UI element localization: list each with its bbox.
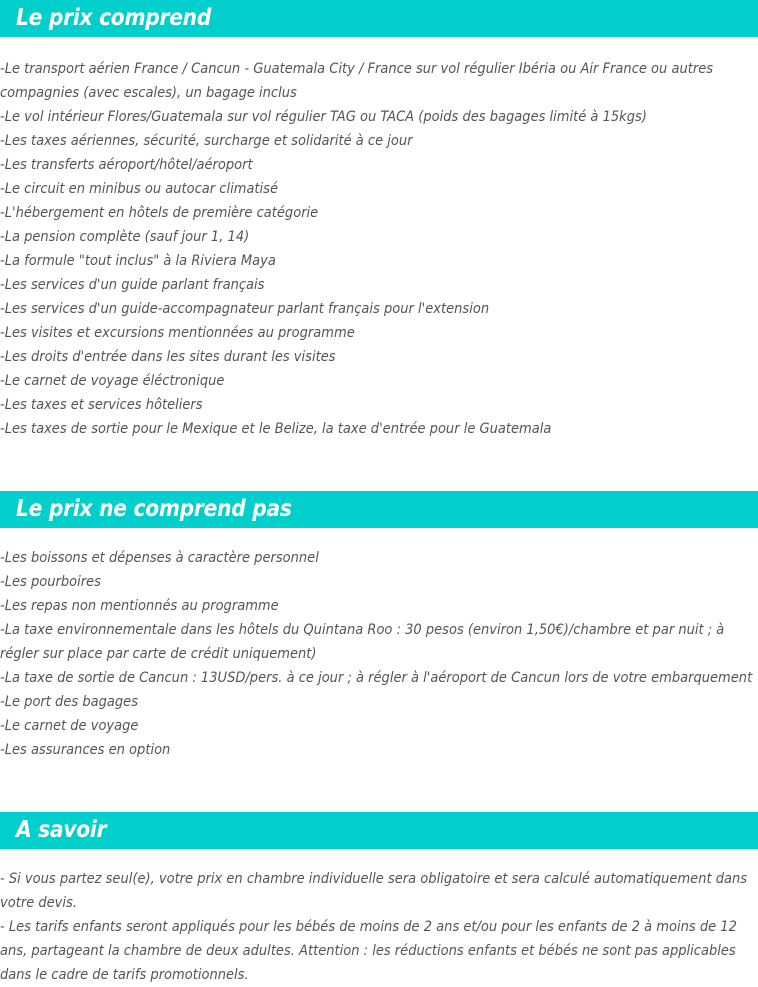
paragraph: - Les tarifs enfants seront appliqués pour les bébés de moins de 2 ans et/ou pour les enfants de 2 à moins de 12 ans, partageant la chambre de deux adultes. Attention : les réductions enfants et bébés ne sont pas applicables dans le cadre de tarifs promotionnels. (0, 919, 737, 983)
list-item: -Les repas non mentionnés au programme (0, 598, 279, 614)
section-body-le-prix-ne-comprend-pas (0, 546, 758, 762)
list-item: -Le circuit en minibus ou autocar climatisé (0, 181, 279, 197)
spacer (0, 441, 758, 491)
section-body-a-savoir (0, 867, 758, 987)
paragraph: - Si vous partez seul(e), votre prix en chambre individuelle sera obligatoire et sera calculé automatiquement dans votre devis. (0, 871, 748, 911)
list-item: -Les services d'un guide-accompagnateur parlant français pour l'extension (0, 301, 490, 317)
list-item: -Les taxes aériennes, sécurité, surcharge et solidarité à ce jour (0, 133, 413, 149)
list-item: -Le carnet de voyage (0, 718, 139, 734)
list-item: -La formule "tout inclus" à la Riviera Maya (0, 253, 276, 269)
section-header-le-prix-ne-comprend-pas (0, 491, 758, 528)
list-item: -Le transport aérien France / Cancun - Guatemala City / France sur vol régulier Ibéria ou Air France ou autres compagnies (avec escales), un bagage inclus (0, 61, 714, 101)
list-item: -Les pourboires (0, 574, 101, 590)
list-item: -Les taxes et services hôteliers (0, 397, 203, 413)
section-title: A savoir (16, 817, 107, 843)
list-item: -Le vol intérieur Flores/Guatemala sur vol régulier TAG ou TACA (poids des bagages limité à 15kgs) (0, 109, 647, 125)
section-header-le-prix-comprend (0, 0, 758, 37)
list-item: -Les transferts aéroport/hôtel/aéroport (0, 157, 253, 173)
list-item: -Les services d'un guide parlant français (0, 277, 265, 293)
list-item: -Le port des bagages (0, 694, 138, 710)
section-title: Le prix comprend (16, 5, 212, 31)
spacer (0, 849, 758, 867)
list-item: -Les assurances en option (0, 742, 171, 758)
list-item: -Les taxes de sortie pour le Mexique et le Belize, la taxe d'entrée pour le Guatemala (0, 421, 552, 437)
list-item: -La taxe environnementale dans les hôtels du Quintana Roo : 30 pesos (environ 1,50€)/chambre et par nuit ; à régler sur place par carte de crédit uniquement) (0, 622, 725, 662)
list-item: -La taxe de sortie de Cancun : 13USD/pers. à ce jour ; à régler à l'aéroport de Cancun lors de votre embarquement (0, 670, 753, 686)
list-item: -Les boissons et dépenses à caractère personnel (0, 550, 319, 566)
list-item: -La pension complète (sauf jour 1, 14) (0, 229, 250, 245)
section-header-a-savoir (0, 812, 758, 849)
list-item: -L'hébergement en hôtels de première catégorie (0, 205, 319, 221)
section-title: Le prix ne comprend pas (16, 496, 292, 522)
list-item: -Les visites et excursions mentionnées au programme (0, 325, 355, 341)
list-item: -Les droits d'entrée dans les sites durant les visites (0, 349, 336, 365)
section-body-le-prix-comprend (0, 57, 758, 441)
spacer (0, 762, 758, 812)
spacer (0, 37, 758, 57)
spacer (0, 528, 758, 546)
list-item: -Le carnet de voyage éléctronique (0, 373, 225, 389)
